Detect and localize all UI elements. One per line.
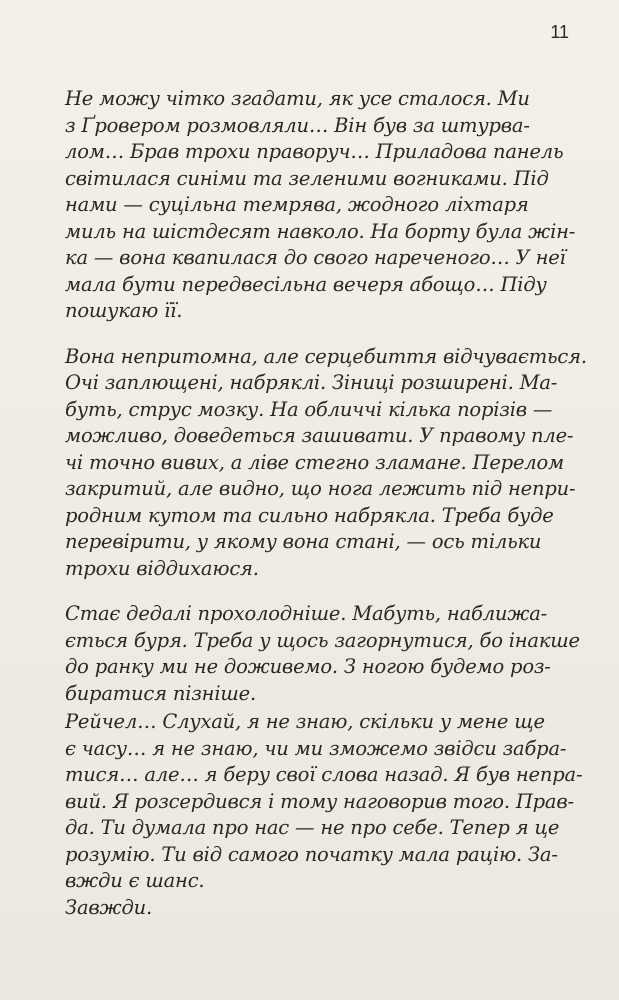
text-line: родним кутом та сильно набрякла. Треба буде	[65, 503, 554, 527]
text-line: Не можу чітко згадати, як усе сталося. Ми	[65, 87, 530, 110]
text-line: Очі заплющені, набряклі. Зіниці розширені. Ма-	[65, 371, 558, 394]
text-line: закритий, але видно, що нога лежить під непри-	[65, 477, 576, 500]
text-line: ється буря. Треба у щось загорнутися, бо інакше	[65, 628, 580, 652]
text-line: Вона непритомна, але серцебиття відчувається.	[65, 344, 587, 368]
text-line: миль на шістдесят навколо. На борту була жін-	[65, 219, 576, 243]
text-line: чі точно вивих, а ліве стегно зламане. Перелом	[65, 450, 565, 474]
text-line: світилася синіми та зеленими вогниками. Під	[65, 166, 549, 190]
text-line: ка — вона квапилася до свого нареченого… У неї	[65, 246, 566, 269]
text-line: розумію. Ти від самого початку мала рацію. За-	[65, 842, 558, 866]
text-line: пошукаю її.	[65, 299, 183, 322]
text-line: лом… Брав трохи праворуч… Приладова панель	[65, 140, 564, 163]
text-line: з Ґровером розмовляли… Він був за штурва-	[65, 113, 530, 137]
text-line: Завжди.	[65, 895, 153, 919]
text-line: нами — суцільна темрява, жодного ліхтаря	[65, 193, 529, 216]
text-line: биратися пізніше.	[65, 681, 256, 705]
page-number: 11	[550, 22, 569, 42]
text-line: вжди є шанс.	[65, 869, 205, 892]
text-line: Рейчел… Слухай, я не знаю, скільки у мене ще	[65, 710, 545, 733]
text-line: трохи віддихаюся.	[65, 556, 259, 580]
body-text	[65, 86, 587, 921]
text-line: до ранку ми не доживемо. З ногою будемо роз-	[65, 655, 551, 678]
paragraph-gap	[65, 582, 587, 601]
text-line: буть, струс мозку. На обличчі кілька порізів —	[65, 397, 553, 421]
text-line: да. Ти думала про нас — не про себе. Тепер я це	[65, 816, 560, 839]
text-line: можливо, доведеться зашивати. У правому пле-	[65, 424, 574, 447]
paragraph-gap	[65, 325, 587, 344]
text-line: мала бути передвесільна вечеря абощо… Піду	[65, 272, 547, 296]
text-line: вий. Я розсердився і тому наговорив того. Прав-	[65, 789, 574, 813]
text-line: тися… але… я беру свої слова назад. Я був непра-	[65, 763, 583, 786]
text-line: перевірити, у якому вона стані, — ось тільки	[65, 530, 542, 553]
text-line: Стає дедалі прохолодніше. Мабуть, наближа-	[65, 602, 548, 625]
text-line: є часу… я не знаю, чи ми зможемо звідси забра-	[65, 736, 567, 760]
